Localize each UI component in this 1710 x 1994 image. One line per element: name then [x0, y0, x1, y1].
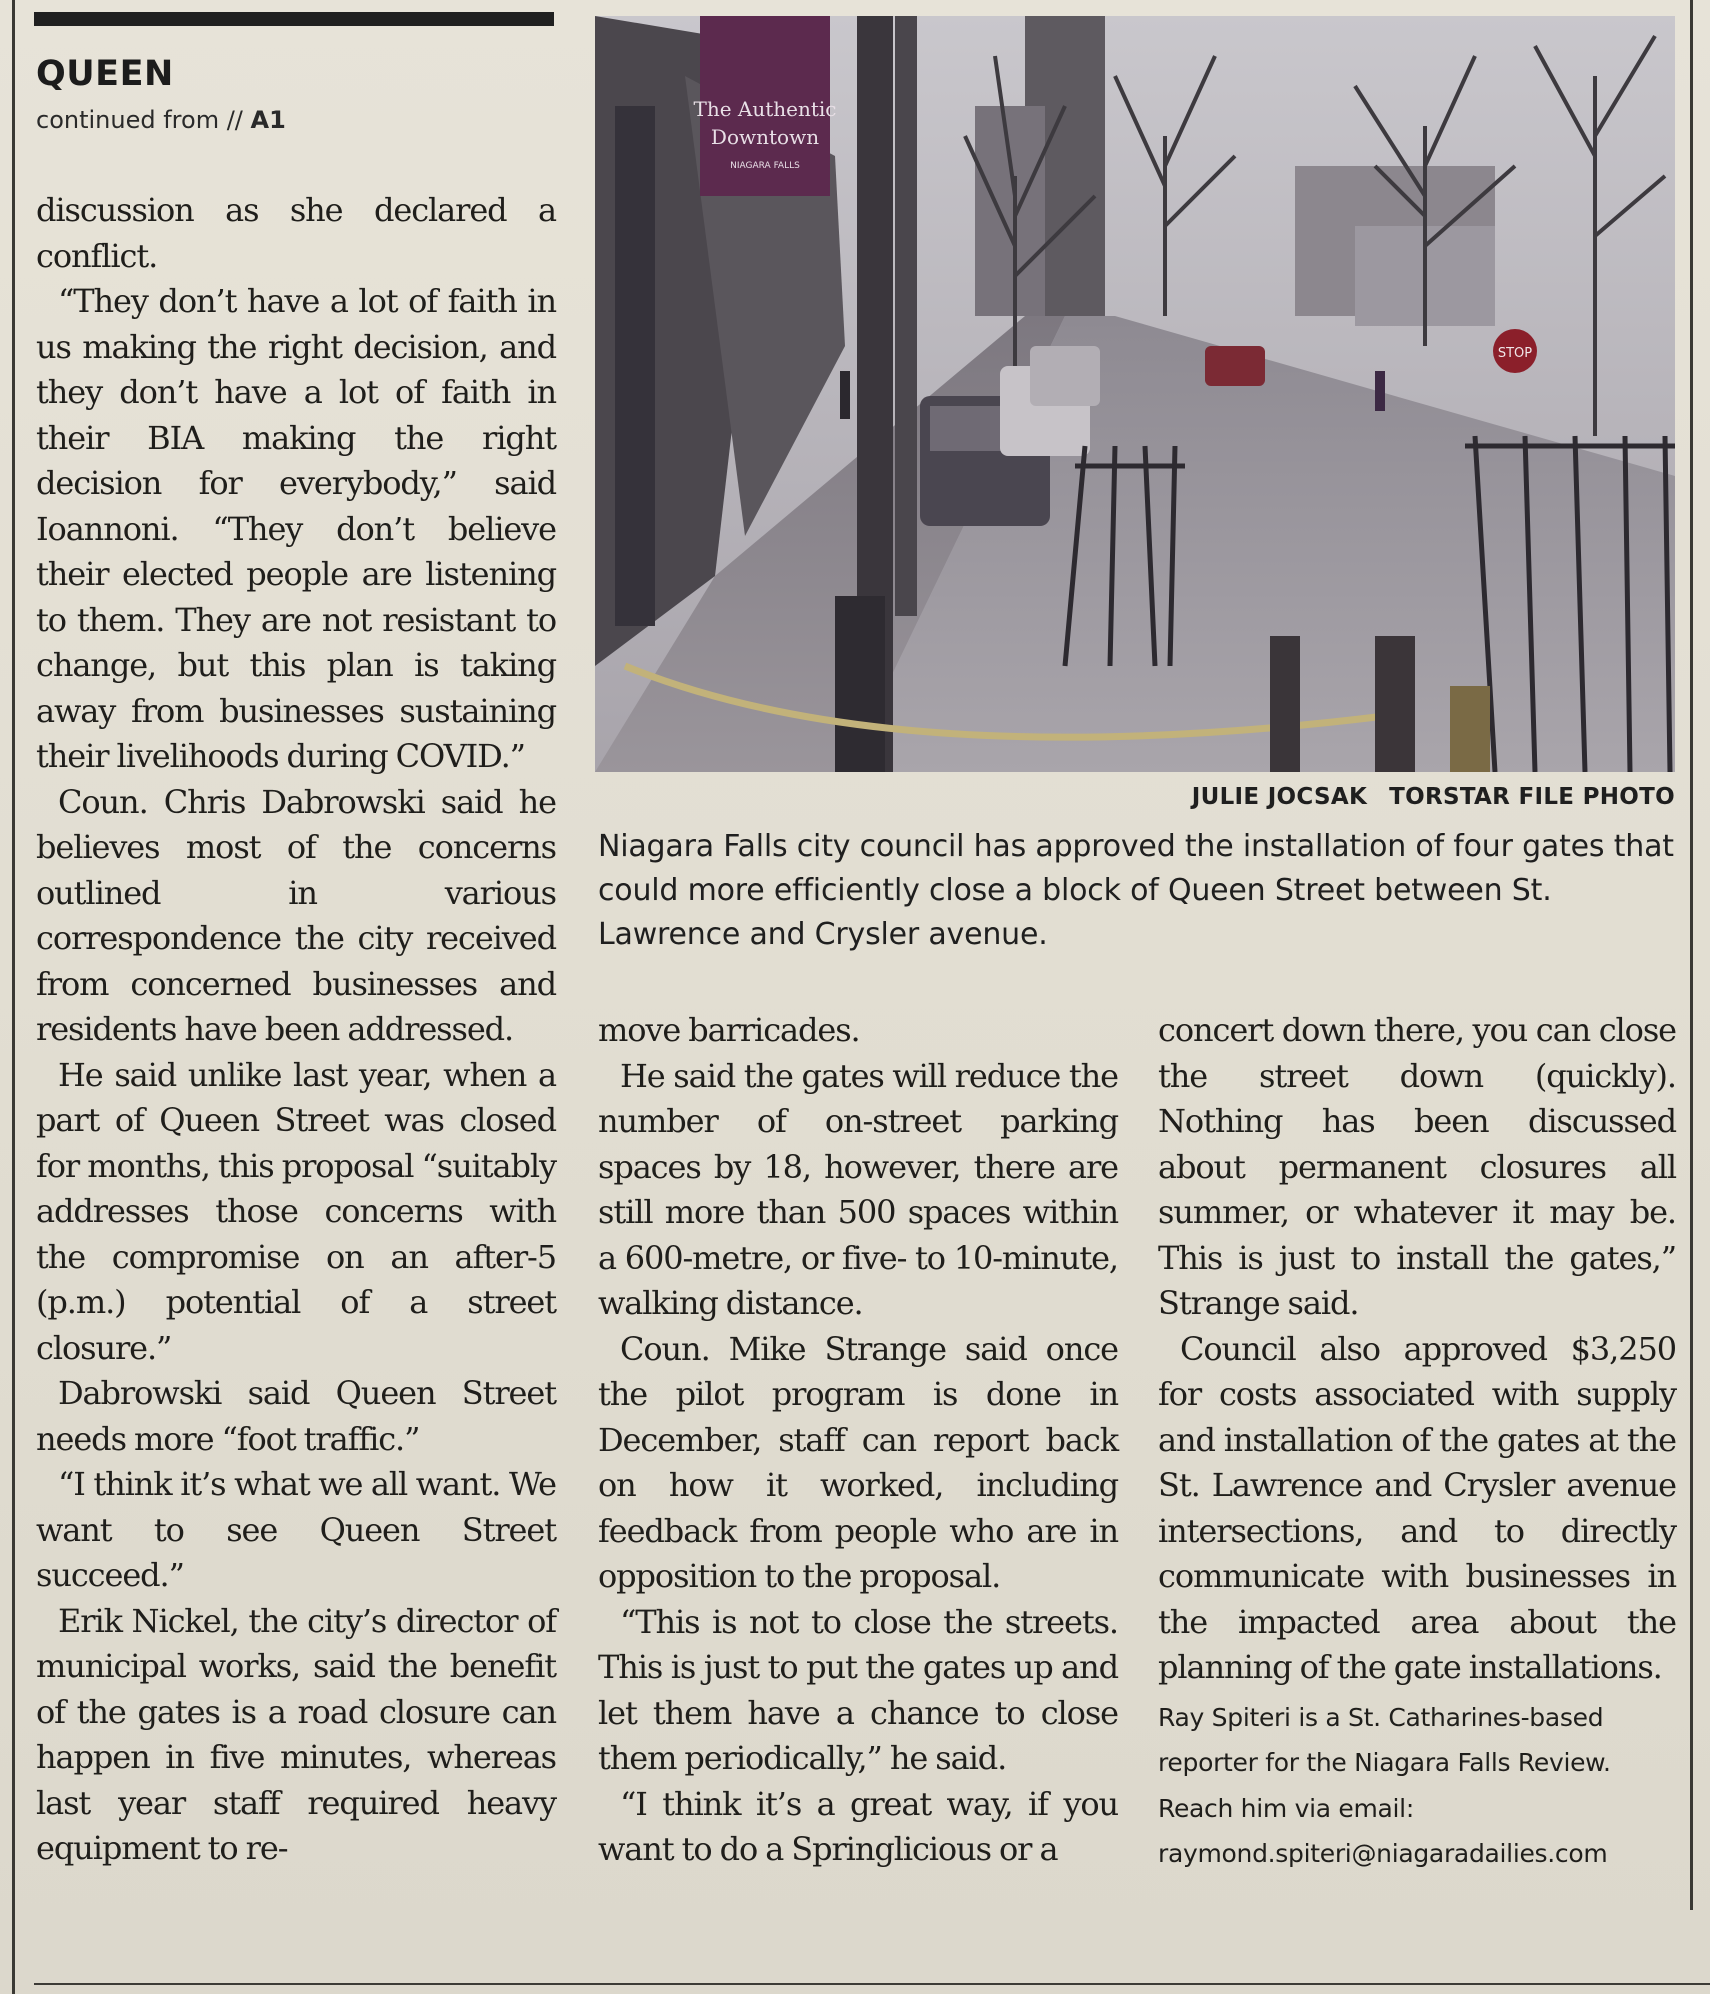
page-bottom-rule — [34, 1983, 1710, 1985]
caption-text: Niagara Falls city council has approved the installation of four gates that could more efficiently close a block of Queen Street between St. Lawrence and Crysler avenue. — [598, 829, 1674, 952]
article-column-1 — [36, 188, 556, 1872]
author-bio — [1158, 1695, 1676, 1877]
paragraph: He said unlike last year, when a part of Queen Street was closed for months, this proposal “suitably addresses those concerns with the compromise on an after-5 (p.m.) potential of a street closure.” — [36, 1055, 556, 1367]
paragraph: “I think it’s what we all want. We want to see Queen Street succeed.” — [36, 1465, 556, 1594]
paragraph: “This is not to close the streets. This is just to put the gates up and let them have a chance to close them periodically,” he said. — [598, 1602, 1118, 1777]
paragraph: Coun. Mike Strange said once the pilot program is done in December, staff can report back on how it worked, including feedback from people who are in opposition to the proposal. — [598, 1329, 1118, 1595]
photo-caption — [598, 825, 1678, 957]
street-photo-illustration — [595, 16, 1675, 772]
story-kicker: QUEEN — [36, 54, 174, 94]
page-left-edge — [12, 0, 15, 1994]
article-column-2 — [598, 1008, 1118, 1873]
author-email-link[interactable]: raymond.spiteri@niagaradailies.com — [1158, 1839, 1608, 1868]
paragraph: He said the gates will reduce the number of on-street parking spaces by 18, however, there are still more than 500 spaces within a 600-metre, or five- to 10-minute, walking distance. — [598, 1056, 1118, 1322]
column-rule-right — [1690, 0, 1693, 1910]
paragraph: “They don’t have a lot of faith in us making the right decision, and they don’t have a lot of faith in their BIA making the right decision for everybody,” said Ioannoni. “They don’t believe their elected people are listening to them. They are not resistant to change, but this plan is taking away from businesses sustaining their livelihoods during COVID.” — [36, 282, 556, 775]
paragraph: “I think it’s a great way, if you want to do a Springlicious or a — [598, 1784, 1118, 1868]
stop-sign-text: STOP — [1497, 346, 1533, 361]
bio-line: Reach him via email: — [1158, 1793, 1414, 1823]
banner-text-2: Downtown — [710, 125, 820, 149]
article-column-3 — [1158, 1008, 1676, 1877]
banner-text-3: NIAGARA FALLS — [730, 161, 800, 171]
banner-text-1: The Authentic — [693, 97, 837, 121]
section-top-rule — [34, 12, 554, 26]
paragraph: Council also approved $3,250 for costs associated with supply and installation of the gates at the St. Lawrence and Crysler avenue intersections, and to directly communicate with businesses in the impacted area about the planning of the gate installations. — [1158, 1329, 1676, 1686]
photographer-name: JULIE JOCSAK — [1191, 784, 1368, 810]
paragraph: discussion as she declared a conflict. — [36, 191, 556, 275]
photo-source: TORSTAR FILE PHOTO — [1389, 784, 1675, 810]
continued-page: A1 — [250, 106, 286, 134]
paragraph: concert down there, you can close the street down (quickly). Nothing has been discussed about permanent closures all summer, or whatever it may be. This is just to install the gates,” Strange said. — [1158, 1011, 1676, 1322]
paragraph: move barricades. — [598, 1011, 860, 1049]
paragraph: Coun. Chris Dabrowski said he believes most of the concerns outlined in various correspondence the city received from concerned businesses and residents have been addressed. — [36, 782, 556, 1048]
continued-prefix: continued from // — [36, 106, 251, 134]
bio-line: Ray Spiteri is a St. Catharines-based — [1158, 1702, 1604, 1732]
bio-line: reporter for the Niagara Falls Review. — [1158, 1748, 1611, 1777]
photo-credit — [1180, 784, 1675, 810]
paragraph: Dabrowski said Queen Street needs more “foot traffic.” — [36, 1374, 556, 1458]
street-photo — [595, 16, 1675, 772]
continued-from-line — [36, 106, 286, 134]
paragraph: Erik Nickel, the city’s director of municipal works, said the benefit of the gates is a road closure can happen in five minutes, whereas last year staff required heavy equipment to re- — [36, 1601, 556, 1867]
